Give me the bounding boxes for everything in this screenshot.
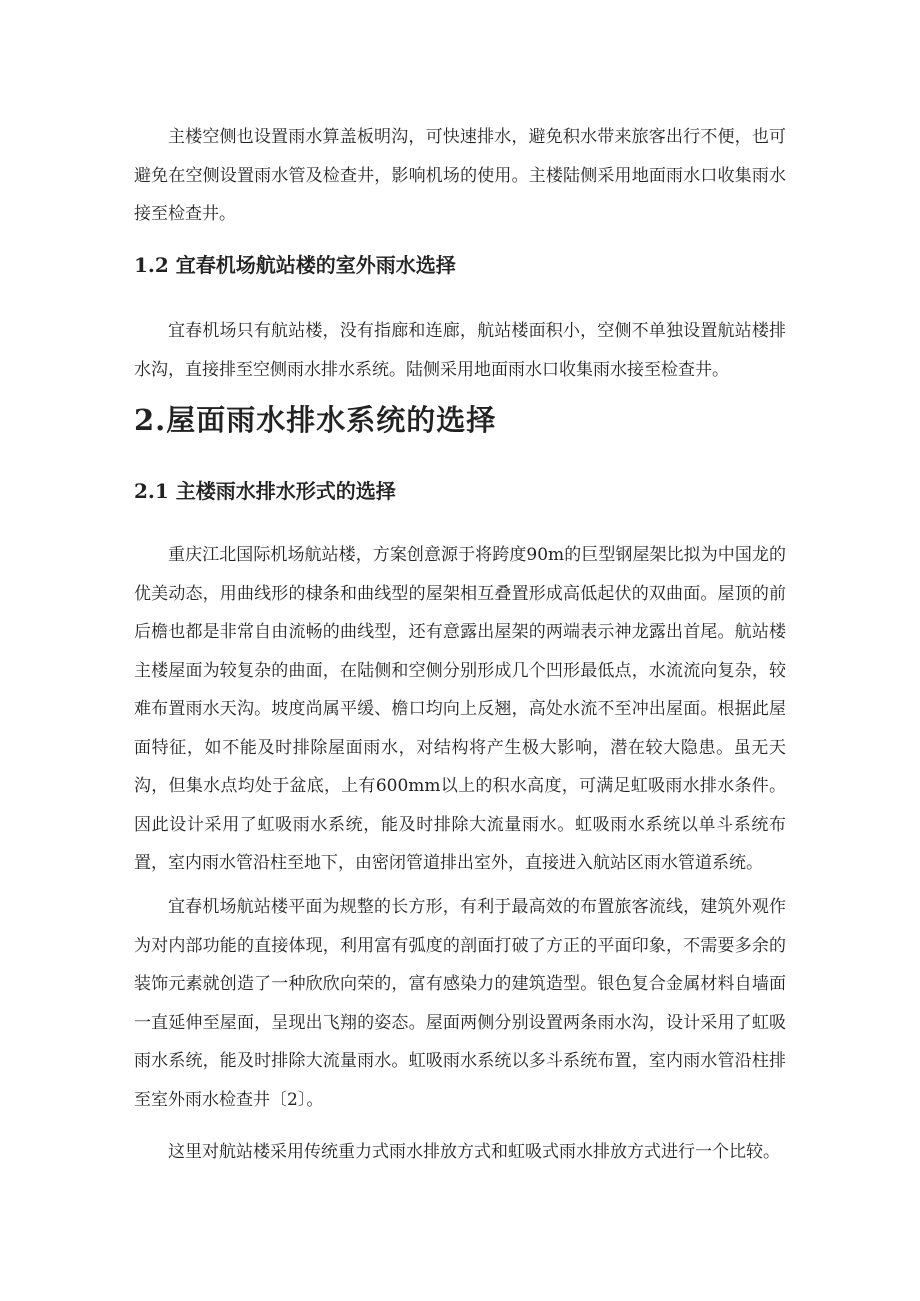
section-heading-2-1: 2.1 主楼雨水排水形式的选择 [134, 479, 396, 503]
chapter-heading-2: 2.屋面雨水排水系统的选择 [134, 403, 497, 437]
paragraph-yichun-outdoor-rain: 宜春机场只有航站楼，没有指廊和连廊，航站楼面积小，空侧不单独设置航站楼排水沟，直接排至空侧雨水排水系统。陆侧采用地面雨水口收集雨水接至检查井。 [134, 321, 786, 380]
section-heading-1-2: 1.2 宜春机场航站楼的室外雨水选择 [134, 253, 456, 277]
paragraph-airside-drainage: 主楼空侧也设置雨水算盖板明沟，可快速排水，避免积水带来旅客出行不便，也可避免在空侧设置雨水管及检查井，影响机场的使用。主楼陆侧采用地面雨水口收集雨水接至检查井。 [134, 127, 786, 224]
paragraph-comparison-intro: 这里对航站楼采用传统重力式雨水排放方式和虹吸式雨水排放方式进行一个比较。 [168, 1142, 780, 1162]
paragraph-chongqing-roof: 重庆江北国际机场航站楼，方案创意源于将跨度90m的巨型钢屋架比拟为中国龙的优美动态，用曲线形的棣条和曲线型的屋架相互叠置形成高低起伏的双曲面。屋顶的前后檐也都是非常自由流畅的曲线型，还有意露出屋架的两端表示神龙露出首尾。航站楼主楼屋面为较复杂的曲面，在陆侧和空侧分别形成几个凹形最低点，水流流向复杂，较难布置雨水天沟。坡度尚属平缓、檐口均向上反翘，高处水流不至冲出屋面。根据此屋面特征，如不能及时排除屋面雨水，对结构将产生极大影响，潜在较大隐患。虽无天沟，但集水点均处于盆底，上有600mm以上的积水高度，可满足虹吸雨水排水条件。因此设计采用了虹吸雨水系统，能及时排除大流量雨水。虹吸雨水系统以单斗系统布置，室内雨水管沿柱至地下，由密闭管道排出室外，直接进入航站区雨水管道系统。 [134, 545, 786, 873]
paragraph-yichun-roof: 宜春机场航站楼平面为规整的长方形，有利于最高效的布置旅客流线，建筑外观作为对内部功能的直接体现，利用富有弧度的剖面打破了方正的平面印象，不需要多余的装饰元素就创造了一种欣欣向荣的，富有感染力的建筑造型。银色复合金属材料自墙面一直延伸至屋面，呈现出飞翔的姿态。屋面两侧分别设置两条雨水沟，设计采用了虹吸雨水系统，能及时排除大流量雨水。虹吸雨水系统以多斗系统布置，室内雨水管沿柱排至室外雨水检查井〔2〕。 [134, 897, 786, 1110]
